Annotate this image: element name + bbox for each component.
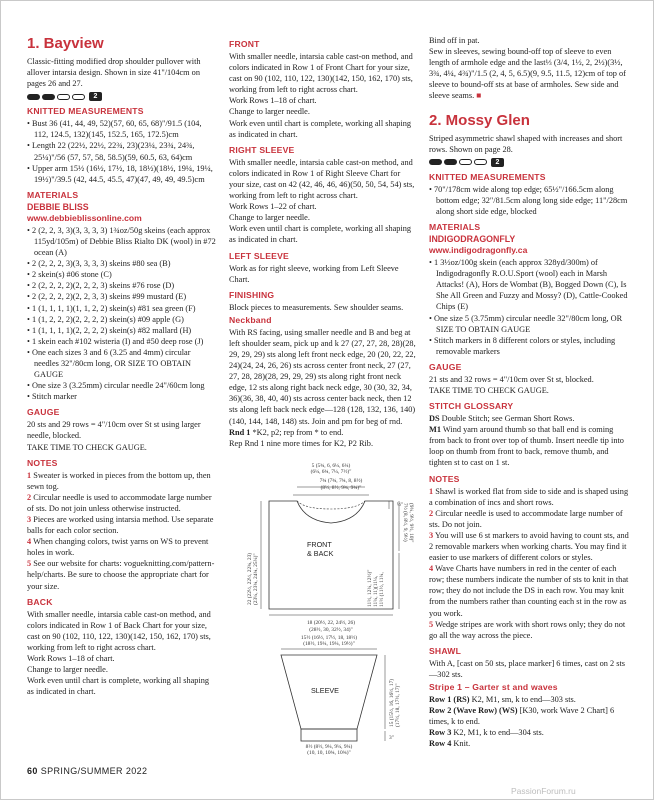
- sleeve-length-label: (17½, 18, 17½, 17)": [395, 683, 401, 727]
- note-item: [429, 508, 629, 530]
- note-number: 5: [27, 559, 32, 569]
- note-text: Sweater is worked in pieces from the bottom up, then sewn tog.: [27, 470, 211, 491]
- instruction-text: With RS facing, using smaller needle and B and beg at left shoulder seam, pick up and k 27 (27, 27, 28, 28)(28, 29, 29, 29) sts along left front neck edge, 20 (20, 22, 22, 24)(24, 24, 26, 26) sts across center front neck, 27 (27, 27, 28, 28)(28, 29, 29, 29) sts along right front neck edge, 12 sts along right back neck edge, 30 (30, 32, 34, 36)(36, 38, 40, 40) sts across center back neck, then 12 sts along left back neck edge—128 (128, 132, 136, 140)(140, 144, 148, 148) sts. Join and pm for beg of rnd.: [229, 327, 416, 426]
- section-heading: NOTES: [429, 473, 460, 484]
- instruction-text: Bind off in pat.: [429, 36, 480, 45]
- armhole-depth-label: 7½ (8, 8½, 9, 9½): [402, 503, 408, 542]
- instruction-text: Work Rows 1–18 of chart.: [229, 96, 317, 106]
- material-item: • Stitch marker: [27, 392, 77, 402]
- cuff-width-label: 8½ (8½, 9¼, 9¼, 9¼): [305, 744, 353, 750]
- material-item: • 2 (2, 2, 2, 2)(2, 2, 2, 3) skeins #76 rose (D): [27, 281, 175, 291]
- neck-width-label: 5 (5¾, 6, 6¼, 6¼): [311, 463, 351, 469]
- material-item: • 1 (1, 1, 1, 1)(1, 1, 2, 2) skein(s) #81 sea green (F): [27, 303, 196, 313]
- instruction-text: [229, 427, 417, 438]
- row-text: [K30, work Wave 2 Chart] 6 times, k to end.: [429, 706, 615, 727]
- pattern-title-bayview: 1. Bayview: [27, 35, 104, 52]
- gauge-check: TAKE TIME TO CHECK GAUGE.: [27, 442, 147, 452]
- section-heading: GAUGE: [429, 361, 462, 372]
- skill-pill-icon: [429, 159, 442, 165]
- material-item: • Stitch markers in 8 different colors or styles, including removable markers: [429, 335, 616, 356]
- bottom-width-label: (28½, 30, 32½, 34)": [309, 627, 353, 633]
- side-length-label: 11½ (11½, 11¼,: [379, 572, 385, 607]
- material-item: • 2 skein(s) #06 stone (C): [27, 270, 112, 280]
- note-item: [429, 530, 629, 563]
- skill-pill-icon: [27, 94, 40, 100]
- skill-pill-empty-icon: [57, 94, 70, 100]
- note-text: Pieces are worked using intarsia method. Use separate balls for each color section.: [27, 515, 214, 536]
- instruction-text: Work even until chart is complete, working all shaping as indicated in chart.: [27, 676, 210, 697]
- skill-level-indicator: [429, 158, 629, 167]
- note-number: 1: [27, 470, 32, 480]
- yarn-brand: DEBBIE BLISS: [27, 201, 89, 212]
- subsection-heading: Neckband: [229, 314, 272, 325]
- length-label: (23¼, 23¾, 24¾, 25¼)": [253, 553, 259, 605]
- note-number: 3: [27, 515, 32, 524]
- issue-label: SPRING/SUMMER 2022: [40, 766, 148, 776]
- section-heading: MATERIALS: [27, 189, 79, 200]
- section-heading: FRONT: [229, 39, 260, 49]
- note-number: 4: [429, 564, 434, 574]
- section-heading: MATERIALS: [429, 222, 481, 233]
- glossary-item: [429, 424, 629, 468]
- skill-pill-icon: [444, 159, 457, 165]
- row-text: Knit.: [451, 739, 471, 749]
- glossary-item: [429, 413, 629, 424]
- note-item: [27, 536, 217, 558]
- instruction-text: With smaller needle, intarsia cable cast-on method, and colors indicated in Row 1 of Right Sleeve Chart for your size, cast on 42 (42, 46, 46, 46)(50, 50, 54, 54) sts, working from left to right across chart.: [229, 157, 415, 201]
- material-item: • 1 3½oz/100g skein (each approx 328yd/300m) of Indigodragonfly R.O.U.Sport (wool) each in Marsh Attacks! (A), Hors de Wombat (B), Bogged Down (C), Is She All Green and Fuzzy and Mossy? (D), Cattle-Cooked Chips (E): [429, 258, 628, 312]
- section-heading: FINISHING: [229, 289, 275, 300]
- instruction-text: Block pieces to measurements. Sew shoulder seams.: [229, 302, 404, 312]
- note-item: [27, 492, 217, 514]
- upper-arm-label: 15½ (16½, 17½, 18, 18½): [300, 635, 358, 641]
- neck-width-label: (6¼, 6¾, 7¼, 7½)": [310, 469, 352, 475]
- material-item: • One size 3 (3.25mm) circular needle 24"/60cm long: [27, 381, 205, 391]
- column-3: [429, 35, 629, 750]
- neck-depth-label: 7¾ (7¾, 7¾, 8, 8½): [319, 478, 363, 484]
- note-text: When changing colors, twist yarns on WS to prevent holes in work.: [27, 537, 209, 558]
- material-item: • 2 (2, 2, 2, 2)(2, 2, 3, 3) skeins #99 mustard (E): [27, 292, 187, 302]
- instruction-text: Work Rows 1–22 of chart.: [229, 202, 317, 212]
- row-label: Row 4: [429, 739, 452, 749]
- instruction-text: Change to larger needle.: [27, 665, 108, 675]
- cuff-width-label: (10, 10, 10¾, 10¾)": [307, 750, 351, 755]
- material-item: • 1 (1, 2, 2, 2)(2, 2, 2, 2) skein(s) #09 apple (G): [27, 314, 184, 324]
- skill-level-badge: 2: [491, 158, 504, 167]
- section-heading: LEFT SLEEVE: [229, 250, 289, 261]
- skill-pill-empty-icon: [474, 159, 487, 165]
- front-back-schematic: [241, 463, 417, 635]
- piece-label: & BACK: [307, 549, 334, 558]
- skill-level-indicator: [27, 92, 217, 101]
- material-item: • 1 (1, 1, 1, 1)(2, 2, 2, 2) skein(s) #82 mallard (H): [27, 325, 192, 335]
- gauge-check: TAKE TIME TO CHECK GAUGE.: [429, 385, 549, 395]
- section-heading: KNITTED MEASUREMENTS: [27, 106, 144, 117]
- note-item: [429, 619, 629, 641]
- armhole-depth-label: (9¼, 9½, 9½, 10)": [408, 503, 414, 543]
- cuff-length-label: 3": [389, 735, 394, 741]
- section-heading: KNITTED MEASUREMENTS: [429, 171, 546, 182]
- measurement-item: • Length 22 (22½, 22½, 22¾, 23)(23¼, 23¾, 24¾, 25¼)"/56 (57, 57, 58, 58.5)(59, 60.5, 63, 64)cm: [27, 141, 195, 162]
- instruction-text: With smaller needle, intarsia cable cast-on method, and colors indicated in Row 1 of Back Chart for your size, cast on 90 (102, 110, 122, 130)(142, 150, 162, 170) sts, working from left to right across chart.: [27, 609, 211, 652]
- glossary-def: Double Stitch; see German Short Rows.: [439, 414, 575, 424]
- brand-link[interactable]: www.indigodragonfly.ca: [429, 245, 528, 256]
- note-number: 5: [429, 619, 434, 629]
- material-item: • 1 skein each #102 wisteria (I) and #50 deep rose (J): [27, 336, 204, 346]
- note-number: 4: [27, 537, 32, 547]
- sleeve-cuff: [301, 729, 357, 741]
- gauge-text: 21 sts and 32 rows = 4"/10cm over St st, blocked.: [429, 374, 594, 384]
- instruction-text: Rep Rnd 1 nine more times for K2, P2 Rib.: [229, 438, 374, 448]
- pattern-title-mossy-glen: 2. Mossy Glen: [429, 111, 530, 129]
- row-label: Row 1 (RS): [429, 695, 470, 705]
- yarn-brand: INDIGODRAGONFLY: [429, 234, 516, 245]
- glossary-term: M1: [429, 425, 441, 435]
- note-number: 2: [429, 508, 434, 518]
- note-number: 1: [429, 486, 434, 496]
- sleeve-schematic: [259, 635, 405, 755]
- instruction-text: Work as for right sleeve, working from Left Sleeve Chart.: [229, 263, 399, 284]
- note-text: Circular needle is used to accommodate large number of sts. Do not join.: [429, 508, 623, 529]
- row-instruction: [429, 705, 629, 727]
- note-text: Circular needle is used to accommodate large number of sts. Do not join unless otherwise instructed.: [27, 492, 212, 513]
- row-instruction: [429, 727, 629, 738]
- note-text: You will use 6 st markers to avoid having to count sts, and 2 removable markers when working charts. You may find it easier to use markers of different colors or styles.: [429, 530, 629, 563]
- page-number: 60: [27, 766, 38, 776]
- mossy-intro: Striped asymmetric shawl shaped with increases and short rows. Shown on page 28.: [429, 133, 623, 154]
- row-text: K2, M1, sm, k to end—303 sts.: [469, 695, 576, 705]
- measurement-item: • Bust 36 (41, 44, 49, 52)(57, 60, 65, 68)"/91.5 (104, 112, 124.5, 132)(145, 152.5, 165, 172.5)cm: [27, 119, 202, 140]
- neck-depth-label: (8½, 8½, 9¾, 9¾)": [320, 485, 362, 491]
- gauge-text: 20 sts and 29 rows = 4"/10cm over St st using larger needle, blocked.: [27, 420, 201, 441]
- material-item: • 2 (2, 2, 3, 3)(3, 3, 3, 3) 1¾oz/50g skeins (each approx 115yd/105m) of Debbie Bliss Rialto DK (wool) in #72 ocean (A): [27, 225, 216, 258]
- instruction-text: With A, [cast on 50 sts, place marker] 6 times, cast on 2 sts—302 sts.: [429, 658, 625, 679]
- column-1: [27, 35, 217, 697]
- section-heading: SHAWL: [429, 645, 462, 656]
- section-heading: BACK: [27, 596, 53, 607]
- section-heading: NOTES: [27, 457, 58, 468]
- sleeve-length-label: 15 (15½, 16, 16½, 17): [389, 678, 395, 727]
- side-length-label: 11¼, 11)(11¼,: [373, 575, 379, 607]
- material-item: • One size 5 (3.75mm) circular needle 32"/80cm long, OR SIZE TO OBTAIN GAUGE: [429, 313, 623, 334]
- instruction-text: [429, 46, 629, 101]
- round-text: *K2, p2; rep from * to end.: [250, 427, 344, 437]
- instruction-text: Work even until chart is complete, working all shaping as indicated in chart.: [229, 118, 412, 139]
- note-item: [429, 563, 629, 618]
- subsection-heading: Stripe 1 – Garter st and waves: [429, 682, 558, 693]
- round-label: Rnd 1: [229, 427, 251, 437]
- row-instruction: [429, 738, 629, 749]
- note-text: See our website for charts: vogueknitting.com/pattern-help/charts. Be sure to choose the appropriate chart for your size.: [27, 559, 215, 591]
- bottom-width-label: 18 (20½, 22, 24½, 26): [306, 620, 356, 626]
- upper-arm-label: (18½, 19¼, 19¼, 19½)": [303, 641, 355, 647]
- back-neck-depth-label: ½": [397, 502, 404, 508]
- page-footer: [27, 766, 147, 776]
- skill-pill-icon: [42, 94, 55, 100]
- measurement-item: • Upper arm 15½ (16½, 17½, 18, 18½)(18½, 19¼, 19¼, 19½)"/39.5 (42, 44.5, 45.5, 47)(47, 49, 49, 49.5)cm: [27, 163, 213, 184]
- row-instruction: [429, 694, 629, 705]
- glossary-def: Wind yarn around thumb so that ball end is coming from back to front over top of thumb. Insert needle tip into loop on thumb from front to back, remove thumb, and tighten st to cast on 1 st.: [429, 425, 624, 468]
- note-number: 3: [429, 530, 434, 540]
- instruction-text: Work Rows 1–18 of chart.: [27, 654, 115, 664]
- measurement-item: • 70"/178cm wide along top edge; 65½"/166.5cm along bottom edge; 32"/81.5cm along long side edge; 11"/28cm along short side edge, blocked: [429, 184, 628, 216]
- note-text: Wedge stripes are work with short rows only; they do not go all the way across the piece.: [429, 619, 626, 640]
- skill-level-badge: 2: [89, 92, 102, 101]
- column-2: [229, 35, 417, 449]
- bayview-intro: Classic-fitting modified drop shoulder pullover with allover intarsia design. Shown in size 41"/104cm on pages 26 and 27.: [27, 57, 201, 89]
- side-length-label: 11½, 12¼, 12½)": [367, 569, 373, 607]
- glossary-term: DS: [429, 414, 440, 424]
- length-label: 22 (22½, 22½, 22¾, 23): [247, 552, 253, 605]
- back-neck-line: [297, 501, 365, 509]
- end-mark-icon: ■: [476, 91, 482, 101]
- section-heading: GAUGE: [27, 407, 60, 418]
- seam-text: Sew in sleeves, sewing bound-off top of sleeve to even length of armhole edge and the last⅓ (3/4, 1½, 2, 2½)(3½, 3¾, 4¼, 4¾)"/1.5 (2, 4, 5, 6.5)(9, 9.5, 11.5, 12)cm of top of sleeve to bound-off sts at base of armholes. Sew side and sleeve seams.: [429, 47, 626, 101]
- material-item: • One each sizes 3 and 6 (3.25 and 4mm) circular needles 32"/80cm long, OR SIZE TO OBTAIN GAUGE: [27, 347, 192, 380]
- note-number: 2: [27, 492, 32, 502]
- skill-pill-empty-icon: [72, 94, 85, 100]
- row-label: Row 2 (Wave Row) (WS): [429, 706, 518, 716]
- material-item: • 2 (2, 2, 2, 3)(3, 3, 3, 3) skeins #80 sea (B): [27, 259, 171, 269]
- row-text: K2, M1, k to end—304 sts.: [451, 728, 544, 738]
- note-item: [27, 470, 217, 492]
- piece-label: FRONT: [307, 540, 332, 549]
- note-text: Shawl is worked flat from side to side and is shaped using a combination of incs and short rows.: [429, 486, 629, 507]
- note-item: [27, 514, 217, 536]
- note-item: [429, 486, 629, 508]
- piece-label: SLEEVE: [311, 686, 339, 695]
- note-item: [27, 558, 217, 591]
- row-label: Row 3: [429, 728, 452, 738]
- section-heading: RIGHT SLEEVE: [229, 144, 295, 155]
- brand-link[interactable]: www.debbieblissonline.com: [27, 212, 142, 223]
- skill-pill-empty-icon: [459, 159, 472, 165]
- section-heading: STITCH GLOSSARY: [429, 401, 514, 412]
- instruction-text: With smaller needle, intarsia cable cast-on method, and colors indicated in Row 1 of Front Chart for your size, cast on 90 (102, 110, 122, 130)(142, 150, 162, 170) sts, working from left to right across chart.: [229, 52, 413, 95]
- watermark: PassionForum.ru: [511, 786, 576, 796]
- instruction-text: Work even until chart is complete, working all shaping as indicated in chart.: [229, 224, 412, 245]
- instruction-text: Change to larger needle.: [229, 107, 310, 117]
- instruction-text: Change to larger needle.: [229, 213, 310, 223]
- note-text: Wave Charts have numbers in red in the center of each row; these numbers indicate the number of sts to knit in that row; they do not include the DS in each row. You may knit from the numbers rather than counting each st in the row as you work.: [429, 564, 629, 618]
